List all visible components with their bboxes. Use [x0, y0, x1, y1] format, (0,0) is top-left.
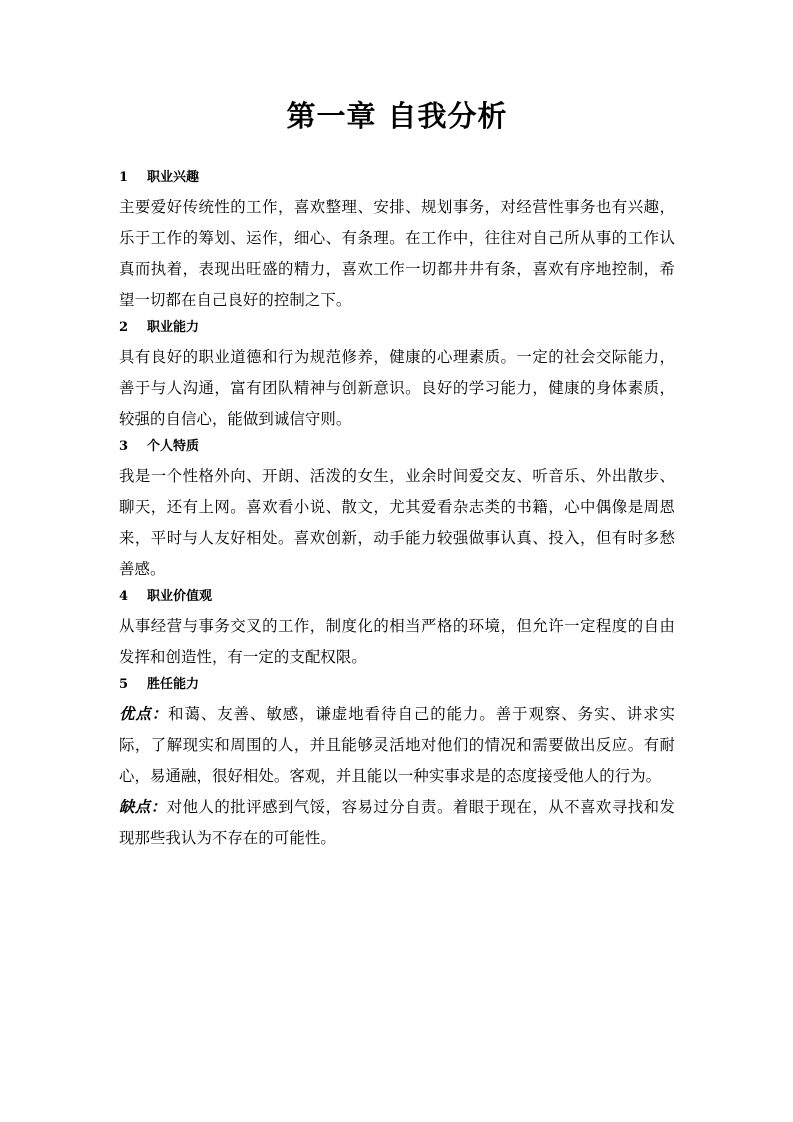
weaknesses-paragraph [119, 792, 675, 854]
section-title: 胜任能力 [147, 677, 200, 692]
section-title: 职业兴趣 [147, 170, 200, 185]
chapter-title: 第一章 自我分析 [286, 99, 508, 133]
section-title: 个人特质 [147, 439, 200, 454]
section-number: 4 [119, 589, 129, 604]
section-heading-1 [119, 168, 675, 188]
section-heading-2 [119, 318, 675, 338]
section-number: 5 [119, 677, 129, 692]
strengths-paragraph [119, 699, 675, 792]
section-title: 职业价值观 [147, 589, 213, 604]
weaknesses-text: 对他人的批评感到气馁，容易过分自责。着眼于现在，从不喜欢寻找和发现那些我认为不存在的可能性。 [119, 798, 675, 847]
section-number: 1 [119, 170, 129, 185]
strengths-label: 优点： [119, 705, 169, 723]
document-body [119, 166, 675, 854]
section-heading-3 [119, 437, 675, 457]
section-number: 3 [119, 439, 129, 454]
section-paragraph: 我是一个性格外向、开朗、活泼的女生，业余时间爱交友、听音乐、外出散步、聊天，还有上网。喜欢看小说、散文，尤其爱看杂志类的书籍，心中偶像是周恩来，平时与人友好相处。喜欢创新，动手能力较强做事认真、投入，但有时多愁善感。 [119, 467, 675, 578]
section-title: 职业能力 [147, 320, 200, 335]
section-paragraph: 主要爱好传统性的工作，喜欢整理、安排、规划事务，对经营性事务也有兴趣，乐于工作的筹划、运作，细心、有条理。在工作中，往往对自己所从事的工作认真而执着，表现出旺盛的精力，喜欢工作一切都井井有条，喜欢有序地控制，希望一切都在自己良好的控制之下。 [119, 198, 675, 309]
section-heading-4 [119, 587, 675, 607]
strengths-text: 和蔼、友善、敏感，谦虚地看待自己的能力。善于观察、务实、讲求实际，了解现实和周围的人，并且能够灵活地对他们的情况和需要做出反应。有耐心，易通融，很好相处。客观，并且能以一种实事求是的态度接受他人的行为。 [119, 705, 675, 785]
section-number: 2 [119, 320, 129, 335]
section-paragraph: 从事经营与事务交叉的工作，制度化的相当严格的环境，但允许一定程度的自由发挥和创造性，有一定的支配权限。 [119, 617, 675, 666]
section-paragraph: 具有良好的职业道德和行为规范修养，健康的心理素质。一定的社会交际能力，善于与人沟通，富有团队精神与创新意识。良好的学习能力，健康的身体素质，较强的自信心，能做到诚信守则。 [119, 348, 675, 428]
weaknesses-label: 缺点： [119, 798, 167, 816]
section-heading-5 [119, 675, 675, 695]
